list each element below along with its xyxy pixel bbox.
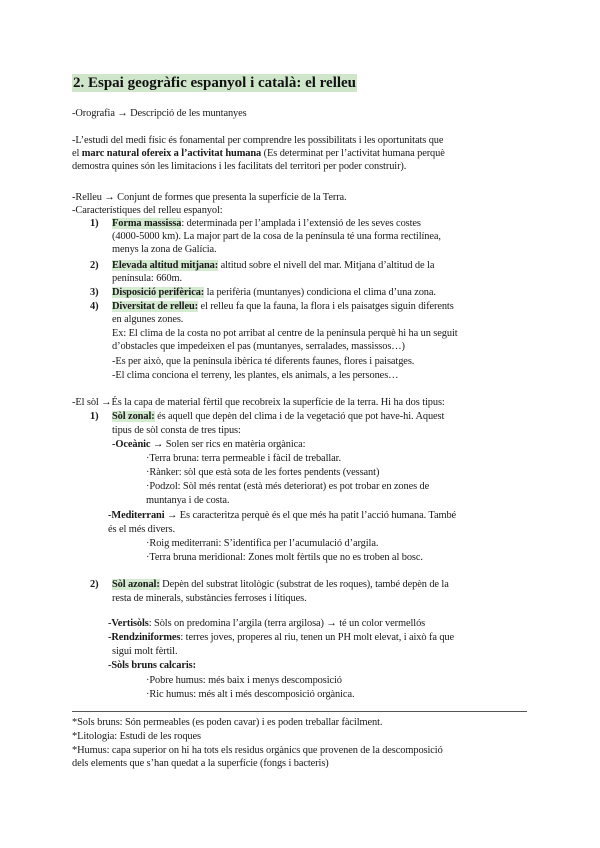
item-4-line-6: -El clima conciona el terreny, les plantes, els animals, a les persones…: [112, 370, 399, 381]
item-2-heading: Elevada altitud mitjana:: [112, 260, 219, 271]
footnote-divider: [72, 711, 527, 712]
item-4-heading: Diversitat de relleu:: [112, 301, 199, 312]
item-4-line-4: d’obstacles que impedeixen el pas (muntanyes, serralades, massissos…): [112, 341, 405, 352]
item-1-line-3: menys la zona de Galícia.: [112, 244, 217, 255]
page-title: 2. Espai geogràfic espanyol i català: el relleu: [73, 75, 357, 91]
mediterrani-line-2: és el més divers.: [108, 524, 175, 535]
orografia-line: -Orografia → Descripció de les muntanyes: [72, 108, 247, 119]
item-4-line-2: en algunes zones.: [112, 314, 184, 325]
rendziniformes-line: -Rendziniformes: terres joves, properes al riu, tenen un PH molt elevat, i això fa que: [108, 632, 455, 643]
oceanic-heading: -Oceànic: [112, 439, 151, 450]
footnote-1: *Sols bruns: Són permeables (es poden cavar) i es poden treballar fàcilment.: [72, 717, 383, 728]
sol-azonal: 2) Sòl azonal: Depèn del substrat litològic (substrat de les roques), també depèn de la: [90, 579, 449, 590]
item-2-line-2: península: 660m.: [112, 273, 182, 284]
oceanic-item-2: ·Rànker: sòl que està sota de les fortes pendents (vessant): [146, 467, 380, 478]
oceanic-line: -Oceànic → Solen ser rics en matèria orgànica:: [112, 439, 306, 450]
item-1: 1) Forma massissa: determinada per l’amplada i l’extensió de les seves costes: [90, 218, 421, 229]
rendziniformes-heading: -Rendziniformes: [108, 632, 181, 643]
item-4: 4) Diversitat de relleu: el relleu fa que la fauna, la flora i els paisatges siguin diferents: [90, 301, 454, 312]
item-1-heading: Forma massissa: [112, 218, 182, 229]
footnote-3-line-2: dels elements que s’han quedat a la superfície (fongs i bacteris): [72, 758, 329, 769]
sol-zonal-line-2: tipus de sòl consta de tres tipus:: [112, 425, 241, 436]
intro-line-2: el marc natural ofereix a l’activitat humana (Es determinat per l’activitat humana perquè: [72, 148, 445, 159]
mediterrani-line: -Mediterrani → Es caracteritza perquè és el que més ha patit l’acció humana. També: [108, 510, 457, 521]
intro-bold-phrase: marc natural ofereix a l’activitat humana: [81, 148, 262, 159]
sol-zonal-heading: Sòl zonal:: [112, 411, 155, 422]
sol-azonal-heading: Sòl azonal:: [112, 579, 160, 590]
oceanic-item-3-line-2: muntanya i de costa.: [146, 495, 230, 506]
oceanic-item-1: ·Terra bruna: terra permeable i fàcil de treballar.: [146, 453, 341, 464]
sols-bruns-heading: -Sòls bruns calcaris:: [108, 660, 196, 671]
item-1-line-2: (4000-5000 km). La major part de la cosa de la península té una forma rectilínea,: [112, 231, 441, 242]
vertisols-line: -Vertisòls: Sòls on predomina l’argila (terra argilosa) → té un color vermellós: [108, 618, 426, 629]
relleu-line: -Relleu → Conjunt de formes que presenta la superfície de la Terra.: [72, 192, 347, 203]
item-4-line-3: Ex: El clima de la costa no pot arribat al centre de la península perquè hi ha un seguit: [112, 328, 458, 339]
mediterrani-item-1: ·Roig mediterrani: S’identifica per l’acumulació d’argila.: [146, 538, 379, 549]
oceanic-item-3: ·Podzol: Sòl més rentat (està més deteriorat) es pot trobar en zones de: [146, 481, 430, 492]
intro-line-3: demostra quines són les limitacions i les facilitats del territori per poder construir).: [72, 161, 407, 172]
footnote-3: *Humus: capa superior on hi ha tots els residus orgànics que provenen de la descomposició: [72, 745, 443, 756]
mediterrani-heading: -Mediterrani: [108, 510, 165, 521]
vertisols-heading: -Vertisòls: [108, 618, 149, 629]
mediterrani-item-2: ·Terra bruna meridional: Zones molt fèrtils que no es troben al bosc.: [146, 552, 423, 563]
item-4-line-5: -Es per això, que la península ibèrica té diferents faunes, flores i paisatges.: [112, 356, 415, 367]
footnote-2: *Litologia: Estudi de les roques: [72, 731, 201, 742]
caracteristiques-heading: -Característiques del relleu espanyol:: [72, 205, 223, 216]
item-2: 2) Elevada altitud mitjana: altitud sobre el nivell del mar. Mitjana d’altitud de la: [90, 260, 435, 271]
sols-bruns-item-1: ·Pobre humus: més baix i menys descomposició: [146, 675, 342, 686]
sols-bruns-item-2: ·Ric humus: més alt i més descomposició orgànica.: [146, 689, 355, 700]
intro-line-1: -L’estudi del medi físic és fonamental per comprendre les possibilitats i les oportunitats que: [72, 135, 444, 146]
sol-definition: -El sòl →És la capa de material fèrtil que recobreix la superfície de la terra. Hi ha dos tipus:: [72, 397, 445, 408]
rendziniformes-line-2: sigui molt fèrtil.: [112, 646, 178, 657]
sol-zonal: 1) Sòl zonal: és aquell que depèn del clima i de la vegetació que pot have-hi. Aquest: [90, 411, 445, 422]
sol-azonal-line-2: resta de minerals, substàncies ferroses i lítiques.: [112, 593, 307, 604]
item-3-heading: Disposició perifèrica:: [112, 287, 205, 298]
item-3: 3) Disposició perifèrica: la perifèria (muntanyes) condiciona el clima d’una zona.: [90, 287, 436, 298]
